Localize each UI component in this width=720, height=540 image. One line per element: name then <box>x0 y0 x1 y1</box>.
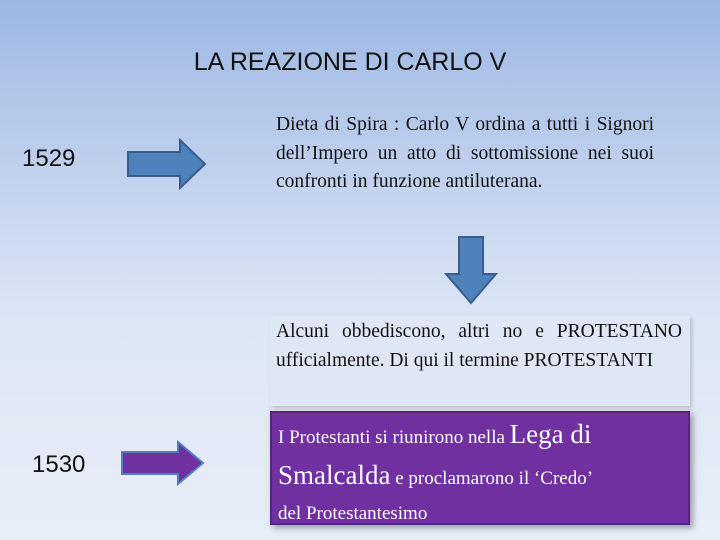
purple-right-arrow-icon <box>120 440 206 486</box>
year-1529: 1529 <box>22 145 76 172</box>
lega-text-part5: del Protestantesimo <box>278 503 428 524</box>
year-1530: 1530 <box>32 451 86 478</box>
right-arrow-icon <box>126 138 208 190</box>
consequence-box <box>270 316 690 406</box>
lega-text-part2: Lega di <box>509 419 592 449</box>
consequence-text: Alcuni obbediscono, altri no e PROTESTANO ufficialmente. Di qui il termine PROTESTANTI <box>276 321 682 371</box>
lega-text-part3: Smalcalda <box>278 460 391 490</box>
lega-text-part1: I Protestanti si riunirono nella <box>278 427 510 448</box>
down-arrow-icon <box>443 234 499 306</box>
page-title: LA REAZIONE DI CARLO V <box>193 48 507 76</box>
dieta-di-spira-text: Dieta di Spira : Carlo V ordina a tutti i Signori dell’Impero un atto di sottomissione nei suoi confronti in funzione antiluterana. <box>276 114 654 192</box>
lega-smalcalda-box <box>270 411 690 525</box>
lega-text-part4: e proclamarono il ‘Credo’ <box>390 468 594 489</box>
